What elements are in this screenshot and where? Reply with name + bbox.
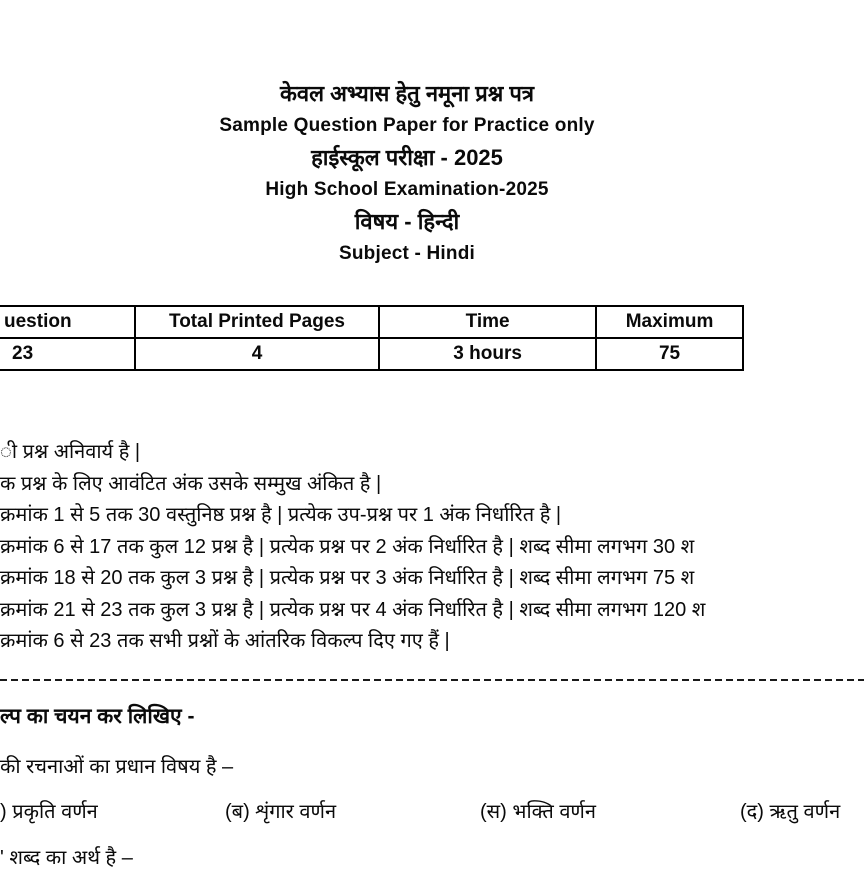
instruction-line: क्रमांक 21 से 23 तक कुल 3 प्रश्न है | प्रत्येक प्रश्न पर 4 अंक निर्धारित है | शब्द सीमा लगभग 120 श (0, 598, 706, 621)
question-stem: की रचनाओं का प्रधान विषय है – (0, 756, 234, 778)
instruction-line: क्रमांक 6 से 23 तक सभी प्रश्नों के आंतरिक विकल्प दिए गए हैं | (0, 630, 450, 652)
document-header (0, 78, 814, 270)
next-question-fragment: ' शब्द का अर्थ है – (0, 847, 133, 869)
instruction-line: क प्रश्न के लिए आवंटित अंक उसके सम्मुख अंकित है | (0, 472, 382, 495)
instruction-line: क्रमांक 18 से 20 तक कुल 3 प्रश्न है | प्रत्येक प्रश्न पर 3 अंक निर्धारित है | शब्द सीमा लगभग 75 श (0, 567, 695, 589)
exam-name-hindi: हाईस्कूल परीक्षा - 2025 (311, 145, 503, 170)
header-total-question: uestion (0, 306, 135, 338)
header-maximum-marks: Maximum (596, 306, 743, 338)
option-c: (स) भक्ति वर्णन (480, 801, 596, 823)
header-total-printed-pages: Total Printed Pages (135, 306, 379, 338)
header-time: Time (379, 306, 596, 338)
exam-info-table (0, 305, 744, 371)
value-total-printed-pages: 4 (135, 338, 379, 370)
dashed-divider (0, 679, 864, 681)
option-b: (ब) शृंगार वर्णन (225, 801, 337, 823)
option-d: (द) ऋतु वर्णन (740, 801, 841, 823)
value-time: 3 hours (379, 338, 596, 370)
subject-hindi: विषय - हिन्दी (354, 209, 460, 234)
paper-title-english: Sample Question Paper for Practice only (219, 115, 595, 136)
info-table-header-row (0, 306, 743, 338)
subject-english: Subject - Hindi (339, 243, 475, 264)
value-maximum-marks: 75 (596, 338, 743, 370)
options-row (0, 797, 864, 827)
instruction-line: क्रमांक 1 से 5 तक 30 वस्तुनिष्ठ प्रश्न है | प्रत्येक उप-प्रश्न पर 1 अंक निर्धारित है | (0, 504, 562, 526)
value-total-question: 23 (0, 338, 135, 370)
instruction-line: क्रमांक 6 से 17 तक कुल 12 प्रश्न है | प्रत्येक प्रश्न पर 2 अंक निर्धारित है | शब्द सीमा लगभग 30 श (0, 535, 695, 558)
exam-name-english: High School Examination-2025 (265, 179, 549, 200)
instruction-line: ी प्रश्न अनिवार्य है | (0, 441, 141, 463)
section-heading: ल्प का चयन कर लिखिए - (0, 705, 195, 728)
option-a: ) प्रकृति वर्णन (0, 801, 98, 823)
info-table-value-row (0, 338, 743, 370)
instructions-list (0, 437, 864, 658)
paper-title-hindi: केवल अभ्यास हेतु नमूना प्रश्न पत्र (279, 81, 535, 106)
